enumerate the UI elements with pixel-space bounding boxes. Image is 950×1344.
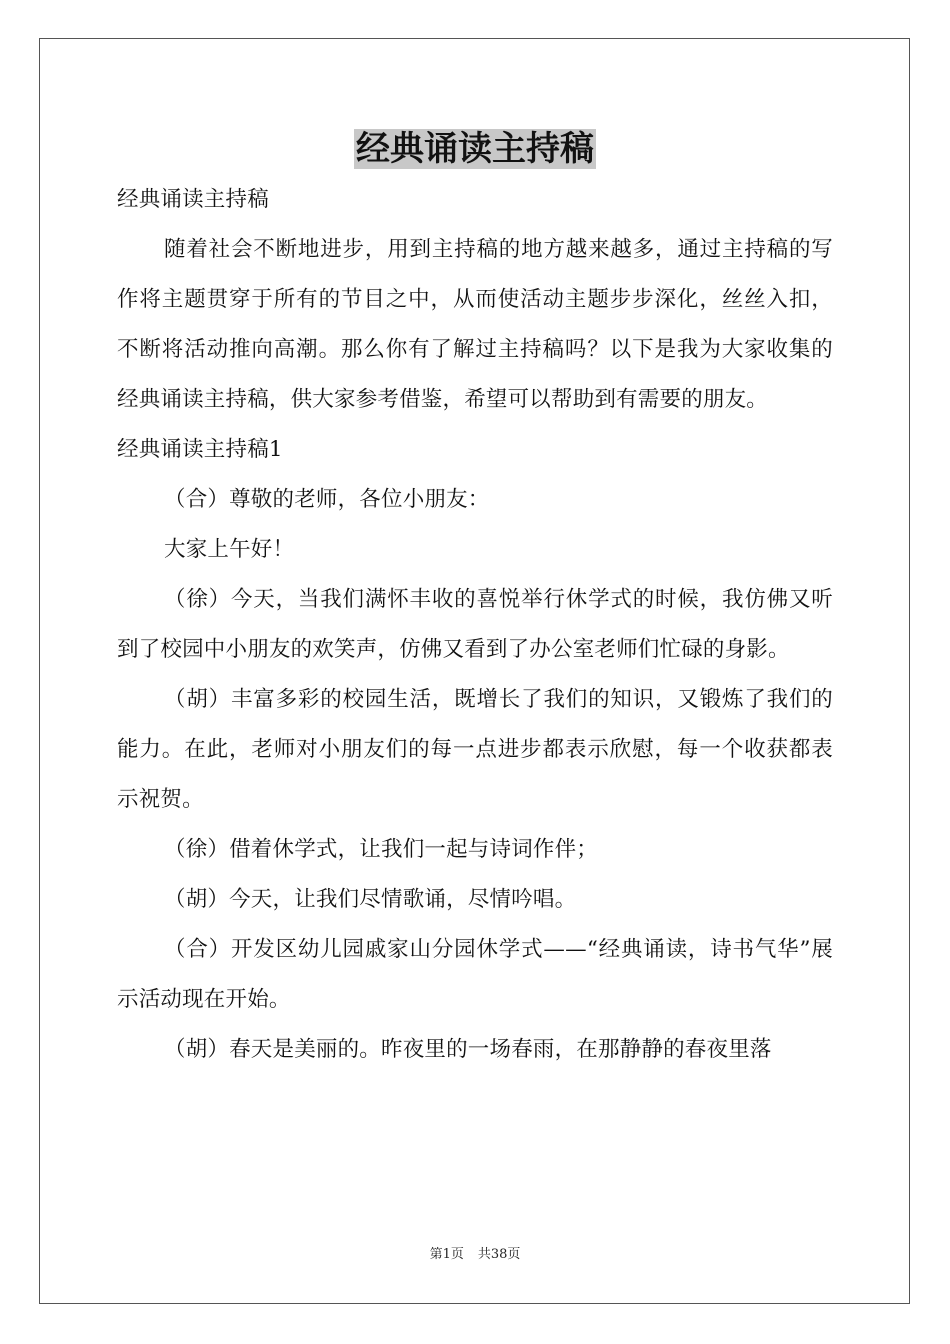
body-paragraph: （徐）借着休学式，让我们一起与诗词作伴； [164,837,599,862]
document-body [117,175,833,1075]
body-paragraph: （徐）今天，当我们满怀丰收的喜悦举行休学式的时候，我仿佛又听到了校园中小朋友的欢笑声，仿佛又看到了办公室老师们忙碌的身影。 [117,587,833,662]
body-paragraph: （合）尊敬的老师，各位小朋友： [164,487,490,512]
document-title [0,126,950,172]
body-paragraph: 大家上午好！ [164,537,295,562]
page-number: 第1页 [429,1247,464,1262]
page-total: 共38页 [477,1247,521,1262]
page-footer [0,1246,950,1264]
body-paragraph: （胡）今天，让我们尽情歌诵，尽情吟唱。 [164,887,577,912]
body-paragraph: （胡）春天是美丽的。昨夜里的一场春雨，在那静静的春夜里落 [164,1037,772,1062]
body-paragraph: 随着社会不断地进步，用到主持稿的地方越来越多，通过主持稿的写作将主题贯穿于所有的节目之中，从而使活动主题步步深化，丝丝入扣，不断将活动推向高潮。那么你有了解过主持稿吗？以下是我为大家收集的经典诵读主持稿，供大家参考借鉴，希望可以帮助到有需要的朋友。 [117,237,833,412]
document-title-text: 经典诵读主持稿 [356,129,594,169]
body-paragraph: （胡）丰富多彩的校园生活，既增长了我们的知识，又锻炼了我们的能力。在此，老师对小朋友们的每一点进步都表示欣慰，每一个收获都表示祝贺。 [117,687,833,812]
body-paragraph: 经典诵读主持稿1 [117,437,283,462]
subtitle-paragraph: 经典诵读主持稿 [117,187,269,212]
body-paragraph: （合）开发区幼儿园戚家山分园休学式——“经典诵读，诗书气华”展示活动现在开始。 [117,937,833,1012]
